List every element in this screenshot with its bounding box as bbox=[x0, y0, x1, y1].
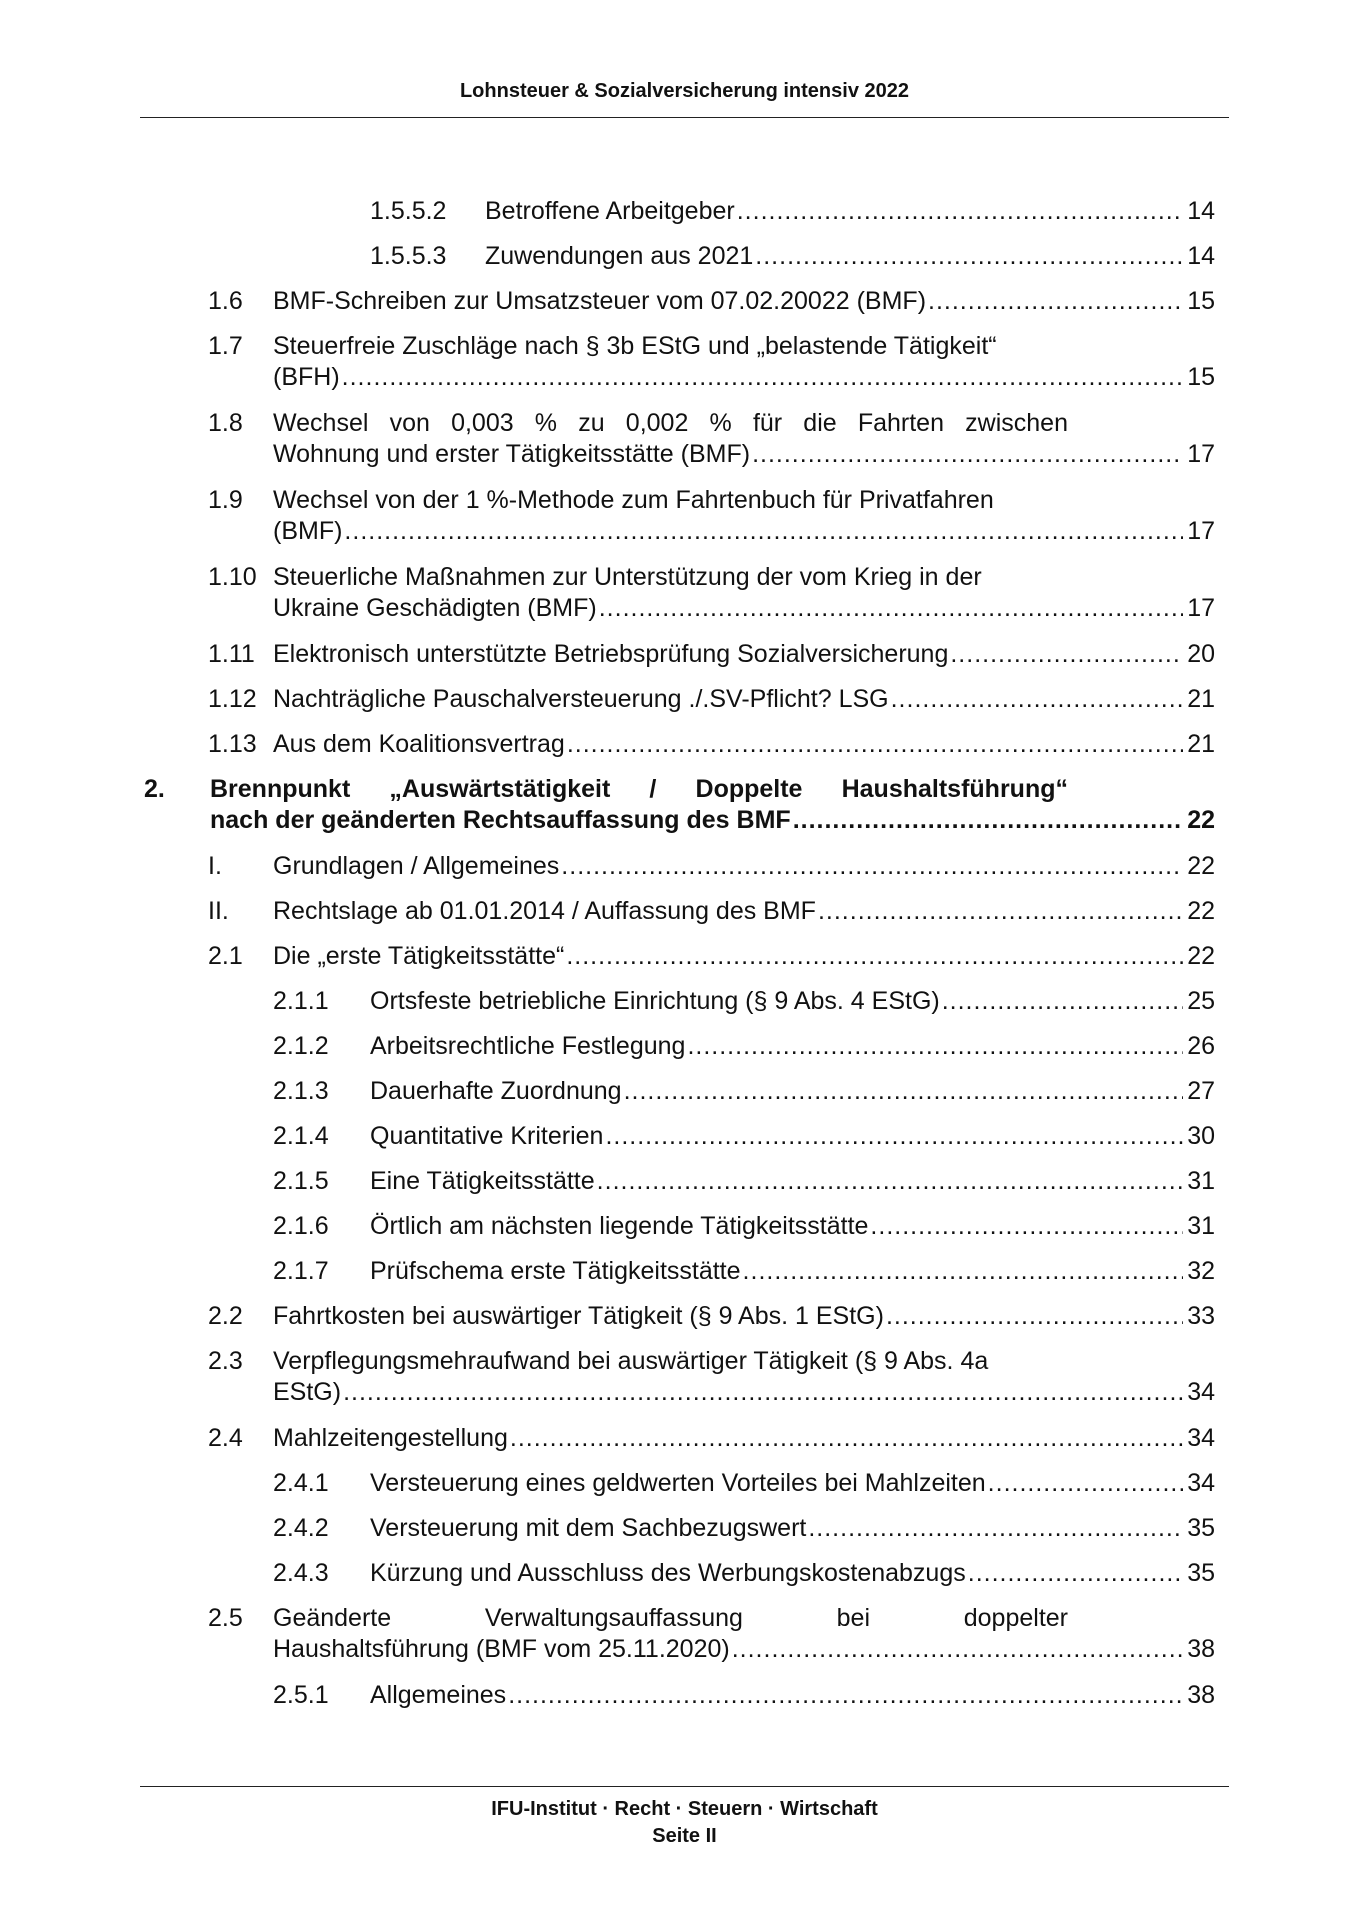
toc-page-number: 15 bbox=[1187, 363, 1215, 391]
toc-entry-title bbox=[370, 1468, 1215, 1499]
toc-entry-number: 2.5.1 bbox=[273, 1681, 329, 1709]
toc-entry-title-line: BMF-Schreiben zur Umsatzsteuer vom 07.02.20022 (BMF) bbox=[273, 287, 927, 315]
dot-leader bbox=[737, 196, 1183, 227]
dot-leader bbox=[561, 851, 1183, 882]
toc-entry-title-line: Fahrtkosten bei auswärtiger Tätigkeit (§ 9 Abs. 1 EStG) bbox=[273, 1302, 884, 1330]
dot-leader bbox=[605, 1121, 1183, 1152]
toc-entry-title bbox=[273, 941, 1215, 972]
toc-page-number: 30 bbox=[1187, 1122, 1215, 1150]
header-rule bbox=[140, 117, 1229, 118]
toc-entry-number: 2.1.6 bbox=[273, 1212, 329, 1240]
toc-entry-title bbox=[273, 851, 1215, 882]
toc-entry-title bbox=[273, 331, 1215, 393]
toc-page-number: 20 bbox=[1187, 640, 1215, 668]
toc-entry-number: 1.6 bbox=[208, 287, 243, 315]
toc-page-number: 33 bbox=[1187, 1302, 1215, 1330]
dot-leader bbox=[818, 896, 1183, 927]
toc-page-number: 21 bbox=[1187, 685, 1215, 713]
dot-leader bbox=[566, 941, 1183, 972]
toc-entry-number: 2.1.1 bbox=[273, 987, 329, 1015]
toc-entry-title-line: (BMF) bbox=[273, 517, 343, 545]
toc-entry-title-line: Allgemeines bbox=[370, 1681, 507, 1709]
toc-entry-number: 2.1.4 bbox=[273, 1122, 329, 1150]
toc-entry-title bbox=[485, 241, 1215, 272]
toc-entry-title-line: EStG) bbox=[273, 1378, 342, 1406]
toc-entry-number: 2.4.1 bbox=[273, 1469, 329, 1497]
toc-entry-title-line: Verpflegungsmehraufwand bei auswärtiger Tätigkeit (§ 9 Abs. 4a bbox=[273, 1347, 989, 1375]
dot-leader bbox=[988, 1468, 1183, 1499]
toc-entry-title bbox=[273, 639, 1215, 670]
toc-page-number: 38 bbox=[1187, 1635, 1215, 1663]
toc-entry-title bbox=[273, 729, 1215, 760]
dot-leader bbox=[599, 593, 1183, 624]
toc-entry-title bbox=[273, 684, 1215, 715]
dot-leader bbox=[624, 1076, 1183, 1107]
toc-entry-number: 1.9 bbox=[208, 486, 243, 514]
toc-page-number: 22 bbox=[1187, 852, 1215, 880]
toc-entry-title bbox=[370, 1680, 1215, 1711]
toc-entry-title-line: Örtlich am nächsten liegende Tätigkeitsstätte bbox=[370, 1212, 869, 1240]
toc-entry-title-line: Wohnung und erster Tätigkeitsstätte (BMF) bbox=[273, 440, 751, 468]
toc-entry-title-line: Ukraine Geschädigten (BMF) bbox=[273, 594, 597, 622]
footer-rule bbox=[140, 1786, 1229, 1787]
toc-page-number: 17 bbox=[1187, 440, 1215, 468]
toc-page-number: 22 bbox=[1187, 897, 1215, 925]
toc-page-number: 34 bbox=[1187, 1469, 1215, 1497]
toc-entry-title-line: Geänderte Verwaltungsauffassung bei doppelter bbox=[273, 1604, 1068, 1632]
toc-entry-title-line: Brennpunkt „Auswärtstätigkeit / Doppelte Haushaltsführung“ bbox=[210, 775, 1068, 803]
toc-page-number: 14 bbox=[1187, 242, 1215, 270]
toc-page-number: 17 bbox=[1187, 517, 1215, 545]
dot-leader bbox=[891, 684, 1183, 715]
toc-entry-title-line: Betroffene Arbeitgeber bbox=[485, 197, 735, 225]
toc-page-number: 26 bbox=[1187, 1032, 1215, 1060]
page-header-title: Lohnsteuer & Sozialversicherung intensiv 2022 bbox=[459, 80, 910, 102]
toc-entry-title bbox=[370, 986, 1215, 1017]
toc-page-number: 21 bbox=[1187, 730, 1215, 758]
toc-entry-title bbox=[273, 1301, 1215, 1332]
toc-entry-number: I. bbox=[208, 852, 222, 880]
toc-entry-title bbox=[273, 1423, 1215, 1454]
toc-page-number: 34 bbox=[1187, 1424, 1215, 1452]
dot-leader bbox=[886, 1301, 1183, 1332]
toc-entry-number: 2.1.3 bbox=[273, 1077, 329, 1105]
toc-page-number: 14 bbox=[1187, 197, 1215, 225]
toc-entry-title bbox=[273, 896, 1215, 927]
toc-entry-number: 1.12 bbox=[208, 685, 257, 713]
toc-entry-title bbox=[485, 196, 1215, 227]
toc-page-number: 35 bbox=[1187, 1559, 1215, 1587]
dot-leader bbox=[344, 516, 1183, 547]
toc-page-number: 15 bbox=[1187, 287, 1215, 315]
dot-leader bbox=[597, 1166, 1183, 1197]
toc-entry-title-line: Wechsel von der 1 %-Methode zum Fahrtenbuch für Privatfahren bbox=[273, 486, 994, 514]
toc-page-number: 27 bbox=[1187, 1077, 1215, 1105]
toc-page-number: 38 bbox=[1187, 1681, 1215, 1709]
toc-entry-number: II. bbox=[208, 897, 229, 925]
toc-entry-title-line: Aus dem Koalitionsvertrag bbox=[273, 730, 565, 758]
dot-leader bbox=[752, 439, 1183, 470]
toc-entry-title-line: Elektronisch unterstützte Betriebsprüfung Sozialversicherung bbox=[273, 640, 949, 668]
toc-entry-title bbox=[370, 1031, 1215, 1062]
toc-entry-title-line: (BFH) bbox=[273, 363, 340, 391]
toc-entry-number: 2.1 bbox=[208, 942, 243, 970]
dot-leader bbox=[942, 986, 1183, 1017]
dot-leader bbox=[343, 1377, 1183, 1408]
footer-institute: IFU-Institut · Recht · Steuern · Wirtschaft bbox=[491, 1798, 878, 1820]
toc-entry-title-line: Haushaltsführung (BMF vom 25.11.2020) bbox=[273, 1635, 730, 1663]
toc-entry-number: 2.4.2 bbox=[273, 1514, 329, 1542]
toc-entry-title-line: Versteuerung mit dem Sachbezugswert bbox=[370, 1514, 807, 1542]
dot-leader bbox=[510, 1423, 1183, 1454]
toc-page-number: 17 bbox=[1187, 594, 1215, 622]
toc-entry-title-line: Arbeitsrechtliche Festlegung bbox=[370, 1032, 686, 1060]
dot-leader bbox=[808, 1513, 1183, 1544]
toc-entry-title bbox=[273, 1346, 1215, 1408]
toc-page-number: 31 bbox=[1187, 1212, 1215, 1240]
toc-entry-number: 1.13 bbox=[208, 730, 257, 758]
toc-entry-title-line: nach der geänderten Rechtsauffassung des BMF bbox=[210, 806, 791, 834]
toc-entry-title bbox=[210, 774, 1215, 836]
toc-page-number: 22 bbox=[1187, 942, 1215, 970]
dot-leader bbox=[755, 241, 1183, 272]
toc-entry-number: 2.2 bbox=[208, 1302, 243, 1330]
toc-entry-title-line: Versteuerung eines geldwerten Vorteiles bei Mahlzeiten bbox=[370, 1469, 986, 1497]
toc-entry-title-line: Grundlagen / Allgemeines bbox=[273, 852, 560, 880]
toc-entry-number: 2.1.5 bbox=[273, 1167, 329, 1195]
toc-entry-title bbox=[370, 1513, 1215, 1544]
toc-entry-title bbox=[370, 1166, 1215, 1197]
toc-entry-number: 2.4.3 bbox=[273, 1559, 329, 1587]
toc-entry-title bbox=[273, 1603, 1215, 1665]
dot-leader bbox=[928, 286, 1183, 317]
footer-page-number: Seite II bbox=[652, 1825, 717, 1847]
toc-entry-title bbox=[273, 562, 1215, 624]
dot-leader bbox=[793, 805, 1183, 836]
toc-entry-number: 2.4 bbox=[208, 1424, 243, 1452]
toc-page-number: 31 bbox=[1187, 1167, 1215, 1195]
toc-entry-title-line: Wechsel von 0,003 % zu 0,002 % für die Fahrten zwischen bbox=[273, 409, 1068, 437]
toc-entry-title bbox=[370, 1211, 1215, 1242]
toc-entry-title-line: Nachträgliche Pauschalversteuerung ./.SV-Pflicht? LSG bbox=[273, 685, 889, 713]
toc-entry-title bbox=[370, 1076, 1215, 1107]
toc-entry-number: 2.3 bbox=[208, 1347, 243, 1375]
dot-leader bbox=[968, 1558, 1183, 1589]
toc-page-number: 25 bbox=[1187, 987, 1215, 1015]
dot-leader bbox=[870, 1211, 1183, 1242]
toc-entry-number: 2.5 bbox=[208, 1604, 243, 1632]
toc-entry-number: 1.8 bbox=[208, 409, 243, 437]
toc-entry-title-line: Prüfschema erste Tätigkeitsstätte bbox=[370, 1257, 741, 1285]
toc-entry-title bbox=[273, 286, 1215, 317]
toc-page-number: 22 bbox=[1187, 806, 1215, 834]
toc-entry-title-line: Kürzung und Ausschluss des Werbungskostenabzugs bbox=[370, 1559, 966, 1587]
dot-leader bbox=[732, 1634, 1183, 1665]
toc-entry-title-line: Mahlzeitengestellung bbox=[273, 1424, 508, 1452]
toc-page-number: 32 bbox=[1187, 1257, 1215, 1285]
toc-entry-title-line: Rechtslage ab 01.01.2014 / Auffassung des BMF bbox=[273, 897, 816, 925]
toc-page-number: 35 bbox=[1187, 1514, 1215, 1542]
toc-entry-title-line: Dauerhafte Zuordnung bbox=[370, 1077, 622, 1105]
toc-entry-title-line: Ortsfeste betriebliche Einrichtung (§ 9 Abs. 4 EStG) bbox=[370, 987, 940, 1015]
toc-entry-title-line: Eine Tätigkeitsstätte bbox=[370, 1167, 595, 1195]
dot-leader bbox=[687, 1031, 1183, 1062]
toc-entry-title-line: Steuerliche Maßnahmen zur Unterstützung der vom Krieg in der bbox=[273, 563, 982, 591]
dot-leader bbox=[567, 729, 1183, 760]
toc-entry-number: 1.7 bbox=[208, 332, 243, 360]
toc-entry-number: 2.1.2 bbox=[273, 1032, 329, 1060]
toc-page-number: 34 bbox=[1187, 1378, 1215, 1406]
toc-entry-title bbox=[273, 485, 1215, 547]
toc-entry-title bbox=[370, 1558, 1215, 1589]
dot-leader bbox=[508, 1680, 1183, 1711]
toc-entry-number: 1.10 bbox=[208, 563, 257, 591]
toc-entry-title bbox=[370, 1256, 1215, 1287]
toc-entry-title-line: Zuwendungen aus 2021 bbox=[485, 242, 754, 270]
toc-entry-title bbox=[370, 1121, 1215, 1152]
dot-leader bbox=[342, 362, 1183, 393]
toc-entry-title-line: Quantitative Kriterien bbox=[370, 1122, 604, 1150]
toc-entry-number: 1.11 bbox=[208, 640, 255, 668]
dot-leader bbox=[950, 639, 1183, 670]
toc-entry-title-line: Steuerfreie Zuschläge nach § 3b EStG und „belastende Tätigkeit“ bbox=[273, 332, 997, 360]
toc-entry-number: 1.5.5.3 bbox=[370, 242, 447, 270]
dot-leader bbox=[743, 1256, 1183, 1287]
toc-entry-number: 1.5.5.2 bbox=[370, 197, 447, 225]
toc-entry-title bbox=[273, 408, 1215, 470]
toc-entry-number: 2.1.7 bbox=[273, 1257, 329, 1285]
toc-entry-title-line: Die „erste Tätigkeitsstätte“ bbox=[273, 942, 565, 970]
toc-entry-number: 2. bbox=[144, 775, 165, 803]
